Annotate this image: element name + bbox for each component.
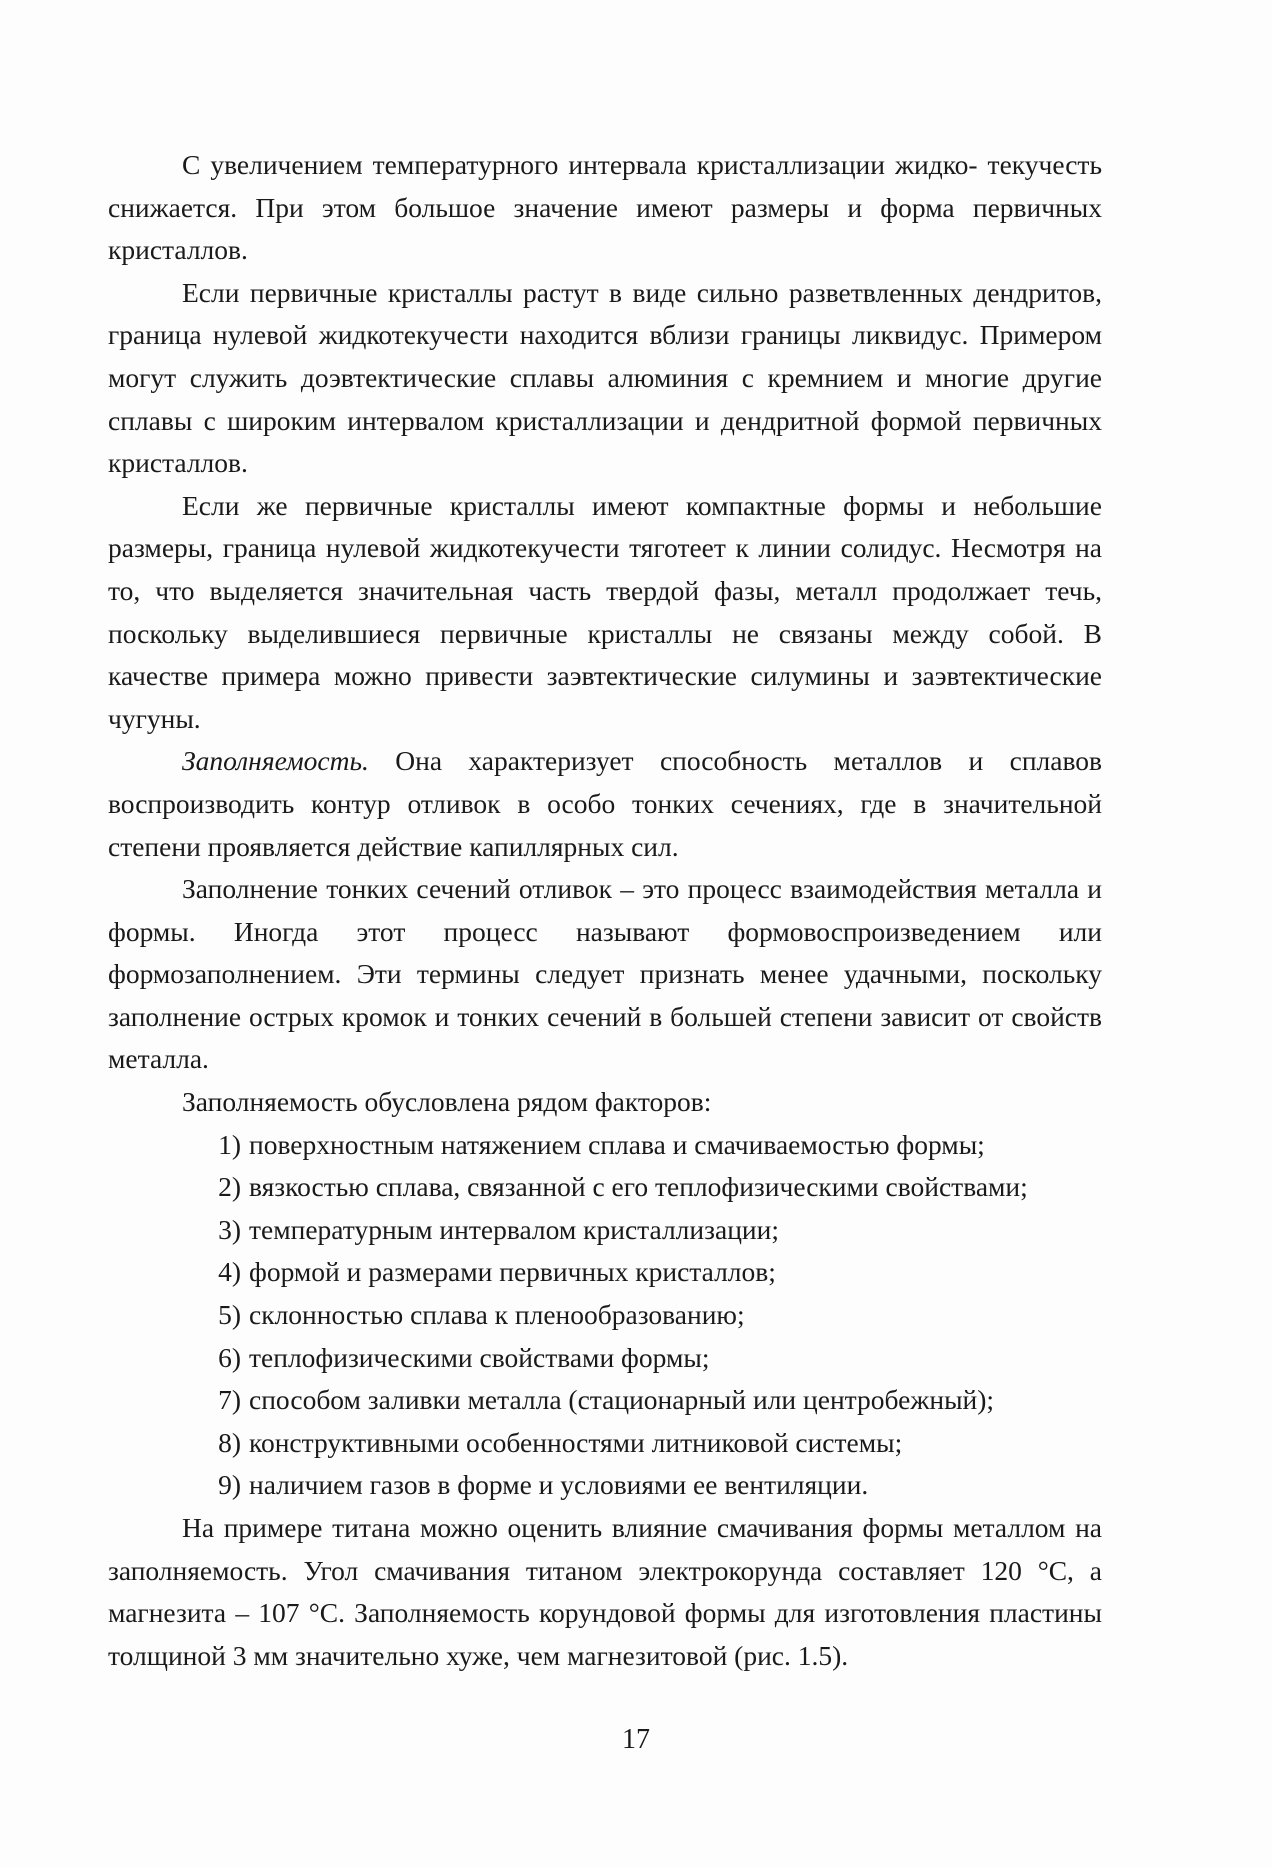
list-item	[108, 1337, 1102, 1380]
paragraph-titanium-example: На примере титана можно оценить влияние смачивания формы металлом на заполняемость. Угол смачивания титаном электрокорунда составляет 120 °С, а магнезита – 107 °С. Заполняемость корундовой формы для изготовления пластины толщиной 3 мм значительно хуже, чем магнезитовой (рис. 1.5).	[108, 1512, 1102, 1671]
list-item	[108, 1422, 1102, 1465]
paragraph-filling-thin-sections: Заполнение тонких сечений отливок – это процесс взаимодействия металла и формы. Иногда этот процесс называют формовоспроизведением или формозаполнением. Эти термины следует признать менее удачными, поскольку заполнение острых кромок и тонких сечений в большей степени зависит от свойств металла.	[108, 873, 1102, 1075]
fillability-term: Заполняемость.	[182, 745, 369, 777]
paragraph-fillability-definition	[108, 740, 1102, 868]
list-item-number: 5)	[218, 1299, 241, 1331]
list-item	[108, 1251, 1102, 1294]
list-item	[108, 1166, 1102, 1209]
list-item-number: 9)	[218, 1469, 241, 1501]
list-item-number: 4)	[218, 1256, 241, 1288]
list-item-text: теплофизическими свойствами формы;	[249, 1341, 710, 1373]
list-item-text: конструктивными особенностями литниковой системы;	[249, 1426, 903, 1458]
page-number: 17	[622, 1724, 650, 1755]
list-item-text: формой и размерами первичных кристаллов;	[249, 1256, 776, 1288]
list-item-number: 7)	[218, 1384, 241, 1416]
fillability-definition-text: Она характеризует способность металлов и сплавов воспроизводить контур отливок в особо тонких сечениях, где в значительной степени проявляется действие капиллярных сил.	[108, 745, 1102, 862]
list-item-text: поверхностным натяжением сплава и смачиваемостью формы;	[249, 1128, 985, 1160]
list-item-number: 8)	[218, 1426, 241, 1458]
list-item	[108, 1464, 1102, 1507]
list-item-text: склонностью сплава к пленообразованию;	[249, 1299, 745, 1331]
list-item-text: вязкостью сплава, связанной с его теплофизическими свойствами;	[249, 1171, 1028, 1203]
body-text	[108, 144, 1102, 1677]
factors-list	[108, 1124, 1102, 1507]
list-item-text: способом заливки металла (стационарный или центробежный);	[249, 1384, 995, 1416]
list-item-number: 1)	[218, 1128, 241, 1160]
factors-intro: Заполняемость обусловлена рядом факторов:	[182, 1086, 712, 1118]
list-item-text: температурным интервалом кристаллизации;	[249, 1213, 779, 1245]
list-item-number: 6)	[218, 1341, 241, 1373]
list-item	[108, 1379, 1102, 1422]
list-item-text: наличием газов в форме и условиями ее вентиляции.	[249, 1469, 869, 1501]
list-item	[108, 1209, 1102, 1252]
paragraph-dendrites: Если первичные кристаллы растут в виде сильно разветвленных дендритов, граница нулевой жидкотекучести находится вблизи границы ликвидус. Примером могут служить доэвтектические сплавы алюминия с кремнием и многие другие сплавы с широким интервалом кристаллизации и дендритной формой первичных кристаллов.	[108, 276, 1102, 479]
paragraph-compact-crystals: Если же первичные кристаллы имеют компактные формы и небольшие размеры, граница нулевой жидкотекучести тяготеет к линии солидус. Несмотря на то, что выделяется значительная часть твердой фазы, металл продолжает течь, поскольку выделившиеся первичные кристаллы не связаны между собой. В качестве примера можно привести заэвтектические силумины и заэвтектические чугуны.	[108, 489, 1102, 734]
list-item-number: 2)	[218, 1171, 241, 1203]
paragraph-crystallization-interval: С увеличением температурного интервала кристаллизации жидко- текучесть снижается. При этом большое значение имеют размеры и форма первичных кристаллов.	[108, 149, 1102, 266]
list-item-number: 3)	[218, 1213, 241, 1245]
list-item	[108, 1124, 1102, 1167]
list-item	[108, 1294, 1102, 1337]
